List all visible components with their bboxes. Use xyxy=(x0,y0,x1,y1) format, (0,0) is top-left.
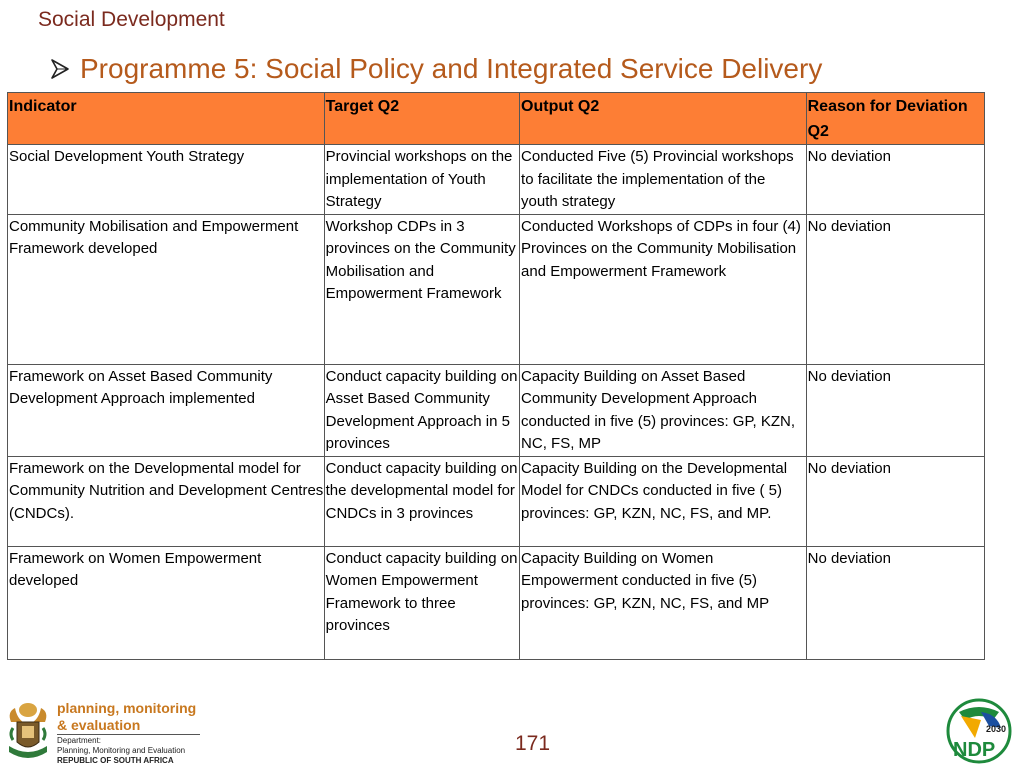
cell-reason: No deviation xyxy=(806,456,984,546)
indicator-table xyxy=(7,92,985,660)
cell-target: Conduct capacity building on Asset Based Community Development Approach in 5 provinces xyxy=(324,364,519,456)
cell-reason: No deviation xyxy=(806,214,984,364)
ndp-text: NDP xyxy=(953,739,996,761)
dept-line: REPUBLIC OF SOUTH AFRICA xyxy=(57,756,174,765)
cell-indicator: Framework on Asset Based Community Development Approach implemented xyxy=(8,364,325,456)
dpme-logo xyxy=(5,700,200,766)
coat-of-arms-icon xyxy=(5,700,51,764)
cell-reason: No deviation xyxy=(806,546,984,659)
pme-line: planning, monitoring xyxy=(57,700,197,716)
table-row xyxy=(8,214,985,364)
cell-target: Conduct capacity building on Women Empowerment Framework to three provinces xyxy=(324,546,519,659)
cell-output: Capacity Building on Women Empowerment conducted in five (5) provinces: GP, KZN, NC, FS, and MP xyxy=(520,546,807,659)
table-header-row xyxy=(8,93,985,145)
header-target: Target Q2 xyxy=(324,93,519,145)
cell-output: Capacity Building on Asset Based Community Development Approach conducted in five (5) provinces: GP, KZN, NC, FS, MP xyxy=(520,364,807,456)
cell-target: Workshop CDPs in 3 provinces on the Community Mobilisation and Empowerment Framework xyxy=(324,214,519,364)
logo-divider xyxy=(57,734,200,735)
header-reason: Reason for Deviation Q2 xyxy=(806,93,984,145)
cell-output: Capacity Building on the Developmental Model for CNDCs conducted in five ( 5) provinces: GP, KZN, NC, FS, and MP. xyxy=(520,456,807,546)
cell-target: Provincial workshops on the implementation of Youth Strategy xyxy=(324,145,519,215)
header-output: Output Q2 xyxy=(520,93,807,145)
table-row xyxy=(8,145,985,215)
ndp-year: 2030 xyxy=(986,724,1007,734)
programme-title: Programme 5: Social Policy and Integrated Service Delivery xyxy=(80,53,823,84)
cell-indicator: Community Mobilisation and Empowerment Framework developed xyxy=(8,214,325,364)
header-indicator: Indicator xyxy=(8,93,325,145)
dept-line: Planning, Monitoring and Evaluation xyxy=(57,746,186,755)
ndp-2030-logo xyxy=(945,698,1013,764)
section-title: Social Development xyxy=(38,8,225,31)
page-number: 171 xyxy=(515,732,551,755)
programme-heading xyxy=(48,53,822,85)
cell-target: Conduct capacity building on the developmental model for CNDCs in 3 provinces xyxy=(324,456,519,546)
cell-reason: No deviation xyxy=(806,145,984,215)
cell-reason: No deviation xyxy=(806,364,984,456)
cell-indicator: Framework on Women Empowerment developed xyxy=(8,546,325,659)
department-label xyxy=(57,736,185,766)
table-row xyxy=(8,546,985,659)
arrow-bullet-icon xyxy=(48,57,72,81)
cell-indicator: Social Development Youth Strategy xyxy=(8,145,325,215)
cell-indicator: Framework on the Developmental model for Community Nutrition and Development Centres (CNDCs). xyxy=(8,456,325,546)
table-row xyxy=(8,456,985,546)
pme-line: & evaluation xyxy=(57,717,141,733)
cell-output: Conducted Five (5) Provincial workshops to facilitate the implementation of the youth strategy xyxy=(520,145,807,215)
cell-output: Conducted Workshops of CDPs in four (4) Provinces on the Community Mobilisation and Empowerment Framework xyxy=(520,214,807,364)
dept-line: Department: xyxy=(57,736,102,745)
table-row xyxy=(8,364,985,456)
pme-wordmark xyxy=(57,700,196,734)
